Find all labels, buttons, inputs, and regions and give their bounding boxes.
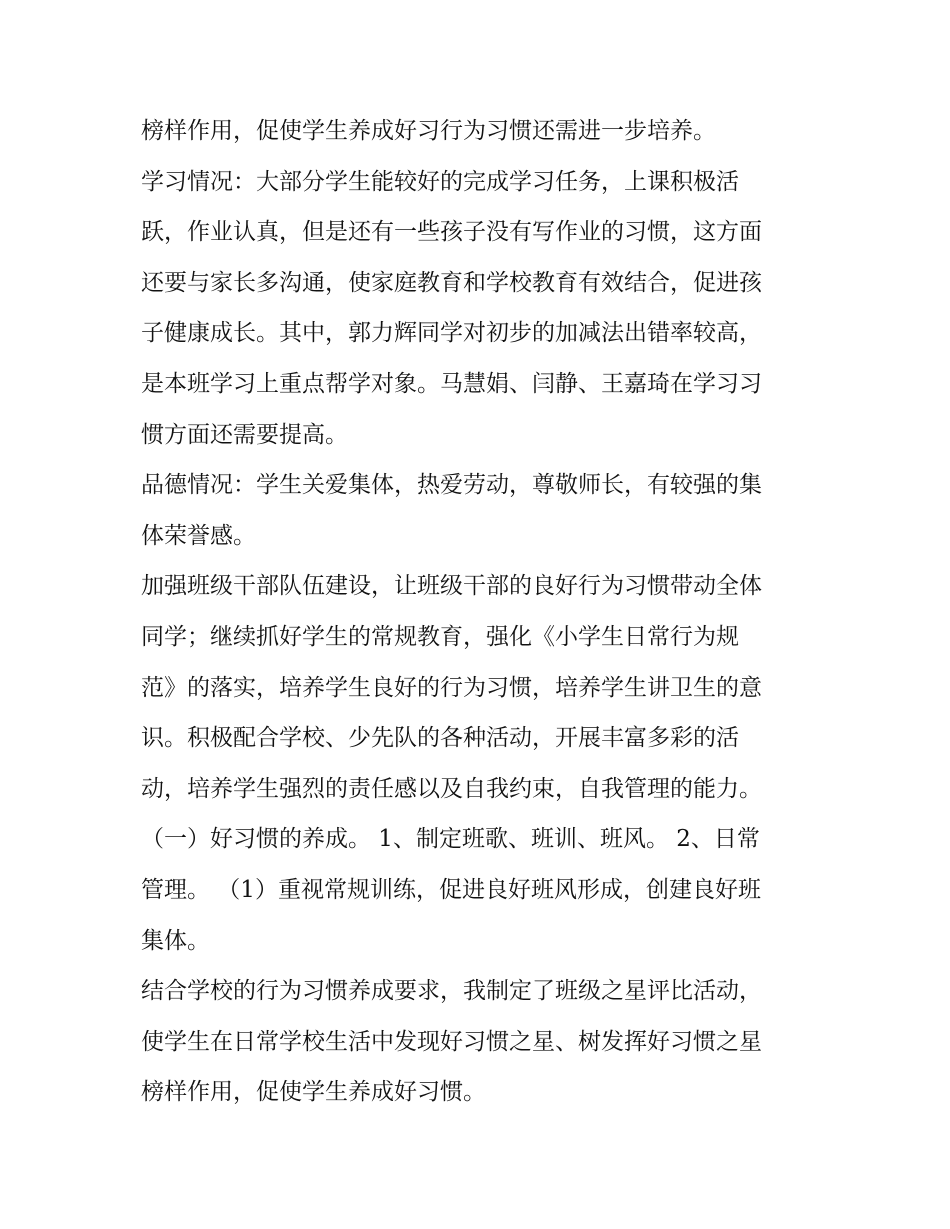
text-line: 跃，作业认真，但是还有一些孩子没有写作业的习惯，这方面 <box>141 219 762 246</box>
document-body <box>141 106 813 1118</box>
text-line: 加强班级干部队伍建设，让班级干部的良好行为习惯带动全体 <box>141 573 762 600</box>
text-line: 识。积极配合学校、少先队的各种活动，开展丰富多彩的活 <box>141 725 739 752</box>
text-line: 动，培养学生强烈的责任感以及自我约束，自我管理的能力。 <box>141 775 762 802</box>
text-line: （一）好习惯的养成。 1、制定班歌、班训、班风。 2、日常 <box>141 826 760 853</box>
text-line: 管理。 （1）重视常规训练，促进良好班风形成，创建良好班 <box>141 876 761 903</box>
text-line: 学习情况：大部分学生能较好的完成学习任务，上课积极活 <box>141 168 739 195</box>
text-line: 同学；继续抓好学生的常规教育，强化《小学生日常行为规 <box>141 623 739 650</box>
text-line: 榜样作用，促使学生养成好习行为习惯还需进一步培养。 <box>141 118 716 144</box>
text-line: 还要与家长多沟通，使家庭教育和学校教育有效结合，促进孩 <box>141 269 762 296</box>
text-line: 结合学校的行为习惯养成要求，我制定了班级之星评比活动， <box>141 978 762 1005</box>
text-line: 子健康成长。其中，郭力辉同学对初步的加减法出错率较高， <box>141 320 762 347</box>
text-line: 是本班学习上重点帮学对象。马慧娟、闫静、王嘉琦在学习习 <box>141 370 762 397</box>
text-line: 范》的落实，培养学生良好的行为习惯，培养学生讲卫生的意 <box>141 674 762 701</box>
text-line: 体荣誉感。 <box>141 522 256 549</box>
text-line: 榜样作用，促使学生养成好习惯。 <box>141 1079 486 1106</box>
text-line: 使学生在日常学校生活中发现好习惯之星、树发挥好习惯之星 <box>141 1028 762 1055</box>
text-line: 品德情况：学生关爱集体，热爱劳动，尊敬师长，有较强的集 <box>141 472 762 499</box>
text-line: 惯方面还需要提高。 <box>141 421 348 448</box>
text-line: 集体。 <box>141 927 210 954</box>
